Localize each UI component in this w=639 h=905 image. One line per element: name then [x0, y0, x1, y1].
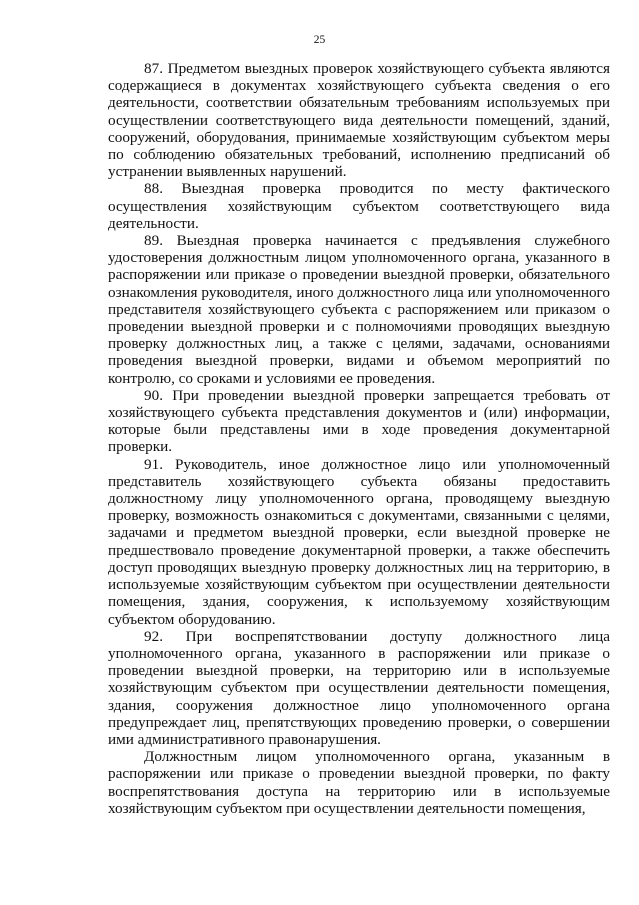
paragraph-91: 91. Руководитель, иное должностное лицо или уполномоченный представитель хозяйствующего субъекта обязаны предоставить должностному лицу уполномоченного органа, проводящему выездную проверку, возможность ознакомиться с документами, связанными с целями, задачами и предметом выездной проверки, если выездной проверке не предшествовало проведение документарной проверки, а также обеспечить доступ проводящих выездную проверку должностных лиц на территорию, в используемые хозяйствующим субъектом при осуществлении деятельности помещения, здания, сооружения, к используемому хозяйствующим субъектом оборудованию. — [108, 455, 610, 628]
paragraph-87: 87. Предметом выездных проверок хозяйствующего субъекта являются содержащиеся в документах хозяйствующего субъекта сведения о его деятельности, соответствии обязательным требованиям используемых при осуществлении соответствующего вида деятельности помещений, зданий, сооружений, оборудования, принимаемые хозяйствующим субъектом меры по соблюдению обязательных требований, исполнению предписаний об устранении выявленных нарушений. — [108, 60, 610, 181]
page-number: 25 — [313, 34, 326, 46]
paragraph-92: 92. При воспрепятствовании доступу должностного лица уполномоченного органа, указанного в распоряжении или приказе о проведении выездной проверки, на территорию или в используемые хозяйствующим субъектом при осуществлении деятельности помещения, здания, сооружения должностное лицо уполномоченного органа предупреждает лиц, препятствующих проведению проверки, о совершении ими административного правонарушения. — [108, 627, 610, 748]
paragraph-90: 90. При проведении выездной проверки запрещается требовать от хозяйствующего субъекта представления документов и (или) информации, которые были представлены ими в ходе проведения документарной проверки. — [108, 386, 610, 456]
paragraph-89: 89. Выездная проверка начинается с предъявления служебного удостоверения должностным лицом уполномоченного органа, указанного в распоряжении или приказе о проведении выездной проверки, обязательного ознакомления руководителя, иного должностного лица или уполномоченного представителя хозяйствующего субъекта с распоряжением или приказом о проведении выездной проверки и с полномочиями проводящих выездную проверку должностных лиц, а также с целями, задачами, основаниями проведения выездной проверки, видами и объемом мероприятий по контролю, со сроками и условиями ее проведения. — [108, 232, 610, 387]
paragraph-88: 88. Выездная проверка проводится по месту фактического осуществления хозяйствующим субъектом соответствующего вида деятельности. — [108, 180, 610, 232]
document-body — [108, 60, 610, 817]
paragraph-continuation: Должностным лицом уполномоченного органа, указанным в распоряжении или приказе о проведении выездной проверки, по факту воспрепятствования доступа на территорию или в используемые хозяйствующим субъектом при осуществлении деятельности помещения, — [108, 748, 610, 817]
